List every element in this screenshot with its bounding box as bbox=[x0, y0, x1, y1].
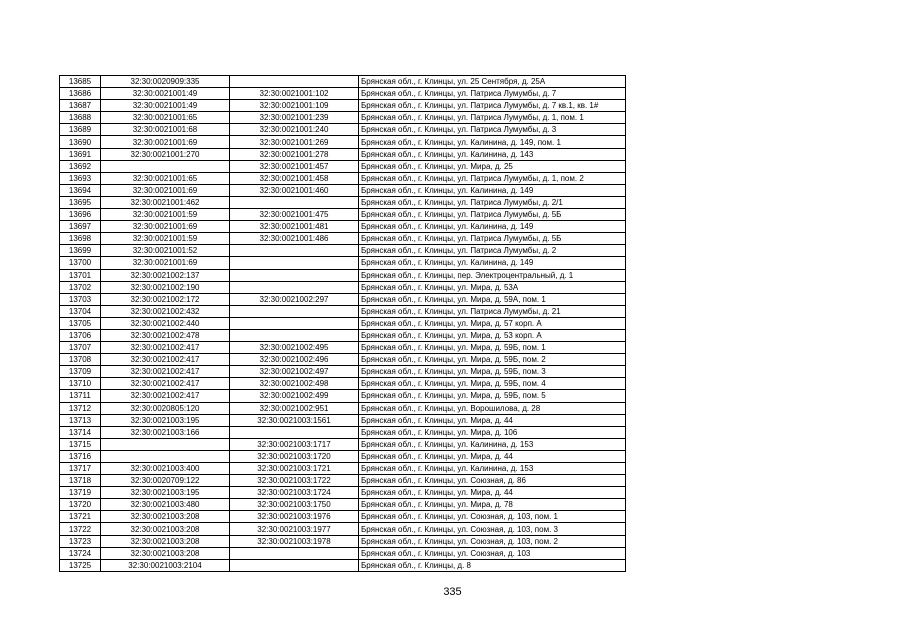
address-cell: Брянская обл., г. Клинцы, пер. Электроцентральный, д. 1 bbox=[359, 269, 626, 281]
table-row bbox=[60, 172, 626, 184]
cadastral-number-cell: 32:30:0021002:478 bbox=[101, 329, 230, 341]
address-cell: Брянская обл., г. Клинцы, ул. 25 Сентября, д. 25А bbox=[359, 76, 626, 88]
object-cadastral-number-cell bbox=[230, 76, 359, 88]
table-row bbox=[60, 160, 626, 172]
table-row bbox=[60, 511, 626, 523]
object-cadastral-number-cell: 32:30:0021001:481 bbox=[230, 221, 359, 233]
cadastral-number-cell: 32:30:0021003:208 bbox=[101, 523, 230, 535]
object-cadastral-number-cell: 32:30:0021001:109 bbox=[230, 100, 359, 112]
row-number-cell: 13699 bbox=[60, 245, 101, 257]
row-number-cell: 13692 bbox=[60, 160, 101, 172]
address-cell: Брянская обл., г. Клинцы, ул. Патриса Лумумбы, д. 2 bbox=[359, 245, 626, 257]
cadastral-number-cell: 32:30:0021003:166 bbox=[101, 426, 230, 438]
table-row bbox=[60, 100, 626, 112]
row-number-cell: 13718 bbox=[60, 475, 101, 487]
object-cadastral-number-cell: 32:30:0021001:457 bbox=[230, 160, 359, 172]
cadastral-number-cell: 32:30:0021001:65 bbox=[101, 172, 230, 184]
object-cadastral-number-cell: 32:30:0021001:240 bbox=[230, 124, 359, 136]
object-cadastral-number-cell: 32:30:0021003:1724 bbox=[230, 487, 359, 499]
cadastral-number-cell: 32:30:0021002:417 bbox=[101, 366, 230, 378]
address-cell: Брянская обл., г. Клинцы, ул. Мира, д. 57 корп. А bbox=[359, 317, 626, 329]
cadastral-number-cell: 32:30:0021001:68 bbox=[101, 124, 230, 136]
address-cell: Брянская обл., г. Клинцы, ул. Патриса Лумумбы, д. 1, пом. 1 bbox=[359, 112, 626, 124]
object-cadastral-number-cell bbox=[230, 547, 359, 559]
address-cell: Брянская обл., г. Клинцы, ул. Мира, д. 25 bbox=[359, 160, 626, 172]
row-number-cell: 13717 bbox=[60, 463, 101, 475]
cadastral-number-cell bbox=[101, 438, 230, 450]
table-row bbox=[60, 221, 626, 233]
object-cadastral-number-cell: 32:30:0021001:269 bbox=[230, 136, 359, 148]
row-number-cell: 13702 bbox=[60, 281, 101, 293]
row-number-cell: 13689 bbox=[60, 124, 101, 136]
address-cell: Брянская обл., г. Клинцы, ул. Мира, д. 44 bbox=[359, 487, 626, 499]
address-cell: Брянская обл., г. Клинцы, ул. Мира, д. 44 bbox=[359, 414, 626, 426]
cadastral-table-body bbox=[60, 76, 626, 572]
cadastral-number-cell: 32:30:0021002:432 bbox=[101, 305, 230, 317]
address-cell: Брянская обл., г. Клинцы, ул. Калинина, д. 143 bbox=[359, 148, 626, 160]
table-row bbox=[60, 414, 626, 426]
table-row bbox=[60, 209, 626, 221]
row-number-cell: 13707 bbox=[60, 342, 101, 354]
table-row bbox=[60, 245, 626, 257]
table-row bbox=[60, 426, 626, 438]
cadastral-number-cell: 32:30:0021003:195 bbox=[101, 487, 230, 499]
address-cell: Брянская обл., г. Клинцы, ул. Калинина, д. 149, пом. 1 bbox=[359, 136, 626, 148]
table-row bbox=[60, 76, 626, 88]
address-cell: Брянская обл., г. Клинцы, ул. Патриса Лумумбы, д. 7 кв.1, кв. 1# bbox=[359, 100, 626, 112]
row-number-cell: 13724 bbox=[60, 547, 101, 559]
address-cell: Брянская обл., г. Клинцы, ул. Калинина, д. 149 bbox=[359, 257, 626, 269]
address-cell: Брянская обл., г. Клинцы, ул. Мира, д. 44 bbox=[359, 450, 626, 462]
table-row bbox=[60, 547, 626, 559]
address-cell: Брянская обл., г. Клинцы, д. 8 bbox=[359, 559, 626, 571]
cadastral-number-cell bbox=[101, 450, 230, 462]
object-cadastral-number-cell: 32:30:0021001:460 bbox=[230, 184, 359, 196]
address-cell: Брянская обл., г. Клинцы, ул. Мира, д. 106 bbox=[359, 426, 626, 438]
row-number-cell: 13685 bbox=[60, 76, 101, 88]
object-cadastral-number-cell: 32:30:0021003:1721 bbox=[230, 463, 359, 475]
cadastral-number-cell: 32:30:0021002:190 bbox=[101, 281, 230, 293]
cadastral-number-cell: 32:30:0021002:137 bbox=[101, 269, 230, 281]
row-number-cell: 13701 bbox=[60, 269, 101, 281]
row-number-cell: 13711 bbox=[60, 390, 101, 402]
cadastral-number-cell: 32:30:0021001:49 bbox=[101, 100, 230, 112]
cadastral-number-cell: 32:30:0020709:122 bbox=[101, 475, 230, 487]
row-number-cell: 13691 bbox=[60, 148, 101, 160]
table-row bbox=[60, 450, 626, 462]
cadastral-number-cell: 32:30:0021002:417 bbox=[101, 342, 230, 354]
table-row bbox=[60, 269, 626, 281]
cadastral-number-cell: 32:30:0020909:335 bbox=[101, 76, 230, 88]
cadastral-number-cell: 32:30:0021003:400 bbox=[101, 463, 230, 475]
address-cell: Брянская обл., г. Клинцы, ул. Мира, д. 59Б, пом. 2 bbox=[359, 354, 626, 366]
row-number-cell: 13709 bbox=[60, 366, 101, 378]
table-row bbox=[60, 390, 626, 402]
cadastral-number-cell: 32:30:0021001:69 bbox=[101, 257, 230, 269]
address-cell: Брянская обл., г. Клинцы, ул. Союзная, д. 103, пом. 3 bbox=[359, 523, 626, 535]
object-cadastral-number-cell bbox=[230, 245, 359, 257]
row-number-cell: 13703 bbox=[60, 293, 101, 305]
table-row bbox=[60, 148, 626, 160]
address-cell: Брянская обл., г. Клинцы, ул. Патриса Лумумбы, д. 2/1 bbox=[359, 196, 626, 208]
object-cadastral-number-cell: 32:30:0021003:1976 bbox=[230, 511, 359, 523]
address-cell: Брянская обл., г. Клинцы, ул. Мира, д. 78 bbox=[359, 499, 626, 511]
object-cadastral-number-cell: 32:30:0021001:239 bbox=[230, 112, 359, 124]
row-number-cell: 13725 bbox=[60, 559, 101, 571]
object-cadastral-number-cell bbox=[230, 257, 359, 269]
address-cell: Брянская обл., г. Клинцы, ул. Патриса Лумумбы, д. 5Б bbox=[359, 209, 626, 221]
page-number: 335 bbox=[443, 586, 462, 598]
table-row bbox=[60, 475, 626, 487]
object-cadastral-number-cell: 32:30:0021003:1722 bbox=[230, 475, 359, 487]
object-cadastral-number-cell bbox=[230, 559, 359, 571]
address-cell: Брянская обл., г. Клинцы, ул. Патриса Лумумбы, д. 7 bbox=[359, 88, 626, 100]
cadastral-number-cell: 32:30:0021003:480 bbox=[101, 499, 230, 511]
table-row bbox=[60, 378, 626, 390]
table-row bbox=[60, 305, 626, 317]
table-row bbox=[60, 136, 626, 148]
object-cadastral-number-cell bbox=[230, 305, 359, 317]
object-cadastral-number-cell bbox=[230, 317, 359, 329]
cadastral-number-cell: 32:30:0021001:270 bbox=[101, 148, 230, 160]
object-cadastral-number-cell: 32:30:0021002:496 bbox=[230, 354, 359, 366]
object-cadastral-number-cell: 32:30:0021002:951 bbox=[230, 402, 359, 414]
cadastral-number-cell: 32:30:0021001:52 bbox=[101, 245, 230, 257]
cadastral-number-cell: 32:30:0021001:59 bbox=[101, 233, 230, 245]
address-cell: Брянская обл., г. Клинцы, ул. Патриса Лумумбы, д. 1, пом. 2 bbox=[359, 172, 626, 184]
cadastral-number-cell: 32:30:0021001:65 bbox=[101, 112, 230, 124]
table-row bbox=[60, 438, 626, 450]
row-number-cell: 13690 bbox=[60, 136, 101, 148]
object-cadastral-number-cell: 32:30:0021003:1561 bbox=[230, 414, 359, 426]
cadastral-number-cell: 32:30:0021002:417 bbox=[101, 390, 230, 402]
row-number-cell: 13710 bbox=[60, 378, 101, 390]
table-row bbox=[60, 196, 626, 208]
cadastral-number-cell: 32:30:0021003:2104 bbox=[101, 559, 230, 571]
row-number-cell: 13715 bbox=[60, 438, 101, 450]
object-cadastral-number-cell: 32:30:0021003:1977 bbox=[230, 523, 359, 535]
table-row bbox=[60, 184, 626, 196]
row-number-cell: 13708 bbox=[60, 354, 101, 366]
cadastral-number-cell: 32:30:0021001:462 bbox=[101, 196, 230, 208]
cadastral-number-cell: 32:30:0021001:49 bbox=[101, 88, 230, 100]
address-cell: Брянская обл., г. Клинцы, ул. Мира, д. 53 корп. А bbox=[359, 329, 626, 341]
table-row bbox=[60, 293, 626, 305]
cadastral-number-cell: 32:30:0021001:69 bbox=[101, 136, 230, 148]
row-number-cell: 13688 bbox=[60, 112, 101, 124]
address-cell: Брянская обл., г. Клинцы, ул. Патриса Лумумбы, д. 3 bbox=[359, 124, 626, 136]
address-cell: Брянская обл., г. Клинцы, ул. Мира, д. 53А bbox=[359, 281, 626, 293]
row-number-cell: 13716 bbox=[60, 450, 101, 462]
object-cadastral-number-cell: 32:30:0021001:102 bbox=[230, 88, 359, 100]
address-cell: Брянская обл., г. Клинцы, ул. Мира, д. 59Б, пом. 3 bbox=[359, 366, 626, 378]
object-cadastral-number-cell: 32:30:0021002:495 bbox=[230, 342, 359, 354]
object-cadastral-number-cell: 32:30:0021001:486 bbox=[230, 233, 359, 245]
row-number-cell: 13714 bbox=[60, 426, 101, 438]
row-number-cell: 13697 bbox=[60, 221, 101, 233]
address-cell: Брянская обл., г. Клинцы, ул. Патриса Лумумбы, д. 5Б bbox=[359, 233, 626, 245]
row-number-cell: 13686 bbox=[60, 88, 101, 100]
address-cell: Брянская обл., г. Клинцы, ул. Мира, д. 59Б, пом. 5 bbox=[359, 390, 626, 402]
cadastral-number-cell: 32:30:0021001:59 bbox=[101, 209, 230, 221]
row-number-cell: 13704 bbox=[60, 305, 101, 317]
row-number-cell: 13722 bbox=[60, 523, 101, 535]
table-row bbox=[60, 402, 626, 414]
object-cadastral-number-cell: 32:30:0021003:1750 bbox=[230, 499, 359, 511]
cadastral-number-cell: 32:30:0021003:208 bbox=[101, 547, 230, 559]
row-number-cell: 13693 bbox=[60, 172, 101, 184]
table-row bbox=[60, 329, 626, 341]
row-number-cell: 13713 bbox=[60, 414, 101, 426]
address-cell: Брянская обл., г. Клинцы, ул. Мира, д. 59Б, пом. 4 bbox=[359, 378, 626, 390]
table-row bbox=[60, 317, 626, 329]
address-cell: Брянская обл., г. Клинцы, ул. Ворошилова, д. 28 bbox=[359, 402, 626, 414]
row-number-cell: 13723 bbox=[60, 535, 101, 547]
object-cadastral-number-cell: 32:30:0021002:497 bbox=[230, 366, 359, 378]
row-number-cell: 13687 bbox=[60, 100, 101, 112]
address-cell: Брянская обл., г. Клинцы, ул. Союзная, д. 103, пом. 2 bbox=[359, 535, 626, 547]
address-cell: Брянская обл., г. Клинцы, ул. Союзная, д. 103, пом. 1 bbox=[359, 511, 626, 523]
table-row bbox=[60, 523, 626, 535]
address-cell: Брянская обл., г. Клинцы, ул. Мира, д. 59А, пом. 1 bbox=[359, 293, 626, 305]
object-cadastral-number-cell: 32:30:0021001:278 bbox=[230, 148, 359, 160]
object-cadastral-number-cell bbox=[230, 426, 359, 438]
object-cadastral-number-cell: 32:30:0021003:1717 bbox=[230, 438, 359, 450]
row-number-cell: 13712 bbox=[60, 402, 101, 414]
table-row bbox=[60, 463, 626, 475]
cadastral-number-cell: 32:30:0021003:195 bbox=[101, 414, 230, 426]
row-number-cell: 13694 bbox=[60, 184, 101, 196]
row-number-cell: 13720 bbox=[60, 499, 101, 511]
cadastral-number-cell: 32:30:0021002:417 bbox=[101, 378, 230, 390]
object-cadastral-number-cell: 32:30:0021002:297 bbox=[230, 293, 359, 305]
row-number-cell: 13695 bbox=[60, 196, 101, 208]
cadastral-number-cell: 32:30:0021002:172 bbox=[101, 293, 230, 305]
address-cell: Брянская обл., г. Клинцы, ул. Патриса Лумумбы, д. 21 bbox=[359, 305, 626, 317]
address-cell: Брянская обл., г. Клинцы, ул. Мира, д. 59Б, пом. 1 bbox=[359, 342, 626, 354]
row-number-cell: 13721 bbox=[60, 511, 101, 523]
object-cadastral-number-cell: 32:30:0021003:1978 bbox=[230, 535, 359, 547]
table-row bbox=[60, 354, 626, 366]
object-cadastral-number-cell bbox=[230, 329, 359, 341]
table-row bbox=[60, 499, 626, 511]
cadastral-number-cell: 32:30:0021002:440 bbox=[101, 317, 230, 329]
object-cadastral-number-cell bbox=[230, 196, 359, 208]
address-cell: Брянская обл., г. Клинцы, ул. Калинина, д. 153 bbox=[359, 463, 626, 475]
row-number-cell: 13705 bbox=[60, 317, 101, 329]
address-cell: Брянская обл., г. Клинцы, ул. Калинина, д. 149 bbox=[359, 221, 626, 233]
cadastral-number-cell: 32:30:0021003:208 bbox=[101, 535, 230, 547]
object-cadastral-number-cell: 32:30:0021001:458 bbox=[230, 172, 359, 184]
table-row bbox=[60, 342, 626, 354]
cadastral-number-cell bbox=[101, 160, 230, 172]
cadastral-number-cell: 32:30:0020805:120 bbox=[101, 402, 230, 414]
address-cell: Брянская обл., г. Клинцы, ул. Союзная, д. 86 bbox=[359, 475, 626, 487]
table-row bbox=[60, 233, 626, 245]
table-row bbox=[60, 559, 626, 571]
cadastral-number-cell: 32:30:0021003:208 bbox=[101, 511, 230, 523]
table-row bbox=[60, 88, 626, 100]
cadastral-table bbox=[59, 75, 626, 572]
object-cadastral-number-cell: 32:30:0021003:1720 bbox=[230, 450, 359, 462]
object-cadastral-number-cell bbox=[230, 269, 359, 281]
row-number-cell: 13706 bbox=[60, 329, 101, 341]
table-row bbox=[60, 366, 626, 378]
object-cadastral-number-cell bbox=[230, 281, 359, 293]
row-number-cell: 13698 bbox=[60, 233, 101, 245]
cadastral-number-cell: 32:30:0021001:69 bbox=[101, 221, 230, 233]
table-row bbox=[60, 487, 626, 499]
address-cell: Брянская обл., г. Клинцы, ул. Калинина, д. 153 bbox=[359, 438, 626, 450]
table-row bbox=[60, 112, 626, 124]
object-cadastral-number-cell: 32:30:0021002:499 bbox=[230, 390, 359, 402]
row-number-cell: 13700 bbox=[60, 257, 101, 269]
row-number-cell: 13719 bbox=[60, 487, 101, 499]
table-row bbox=[60, 281, 626, 293]
object-cadastral-number-cell: 32:30:0021001:475 bbox=[230, 209, 359, 221]
table-row bbox=[60, 535, 626, 547]
object-cadastral-number-cell: 32:30:0021002:498 bbox=[230, 378, 359, 390]
table-row bbox=[60, 124, 626, 136]
address-cell: Брянская обл., г. Клинцы, ул. Калинина, д. 149 bbox=[359, 184, 626, 196]
cadastral-number-cell: 32:30:0021002:417 bbox=[101, 354, 230, 366]
table-row bbox=[60, 257, 626, 269]
address-cell: Брянская обл., г. Клинцы, ул. Союзная, д. 103 bbox=[359, 547, 626, 559]
cadastral-number-cell: 32:30:0021001:69 bbox=[101, 184, 230, 196]
row-number-cell: 13696 bbox=[60, 209, 101, 221]
